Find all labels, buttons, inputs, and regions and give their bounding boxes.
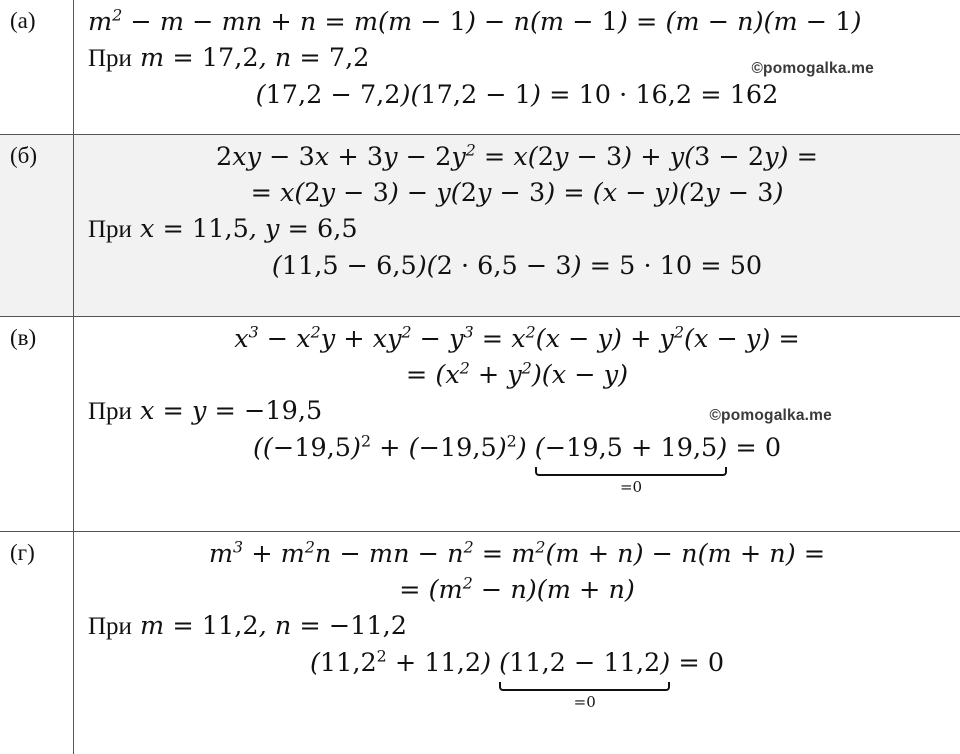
row-body [74,532,960,754]
equation-line: $2xy - 3x + 3y - 2y^2 = x(2y - 3) + y(3 - 2y)$ = [216,140,818,172]
watermark: ©pomogalka.me [751,60,874,77]
table-row [0,0,960,135]
equation-line: При m = 17,2, n = 7,2 [88,43,370,74]
equation-line: $x^3 - x^2y + xy^2 - y^3 = x^2(x - y) + y^2(x - y)$ = [234,322,800,354]
row-label: (г) [0,532,74,754]
row-label: (в) [0,317,74,531]
row-body [74,317,960,531]
row-label: (б) [0,135,74,316]
equation-line-with-underbrace: (11,2$^2$ + 11,2) (11,2 − 11,2) =0 = 0 [309,646,725,712]
row-body [74,0,960,134]
equation-line: При x = y = −19,5 [88,396,323,427]
row-label: (а) [0,0,74,134]
equation-line: = $(x^2 + y^2)(x - y)$ [405,358,629,391]
equation-line: = $(m^2 - n)(m + n)$ [399,573,635,606]
equation-line-with-underbrace: $((-19,5)^2 + (-19,5)^2) (-19,5 + 19,5)$ =0 = 0 [252,431,782,497]
equation-line: $m^2 - m$ − mn + n = m(m − 1) − n(m − 1) = (m − n)(m − 1) [88,5,862,37]
table-row [0,135,960,317]
equation-line: $m^3 + m^2n$ − mn − $n^2 = m^2(m + n) - n(m + n)$ = [208,537,826,569]
table-row [0,532,960,754]
equation-line: = x(2y − 3) − y(2y − 3) = (x − y)(2y − 3) [250,178,784,209]
equation-line: (17,2 − 7,2)(17,2 − 1) = 10 · 16,2 = 162 [255,79,779,110]
equation-line: При x = 11,5, y = 6,5 [88,214,358,245]
table-row [0,317,960,532]
watermark: ©pomogalka.me [709,407,832,424]
row-body [74,135,960,316]
equation-line: При m = 11,2, n = −11,2 [88,611,407,642]
equation-line: (11,5 − 6,5)(2 · 6,5 − 3) = 5 · 10 = 50 [271,250,763,281]
